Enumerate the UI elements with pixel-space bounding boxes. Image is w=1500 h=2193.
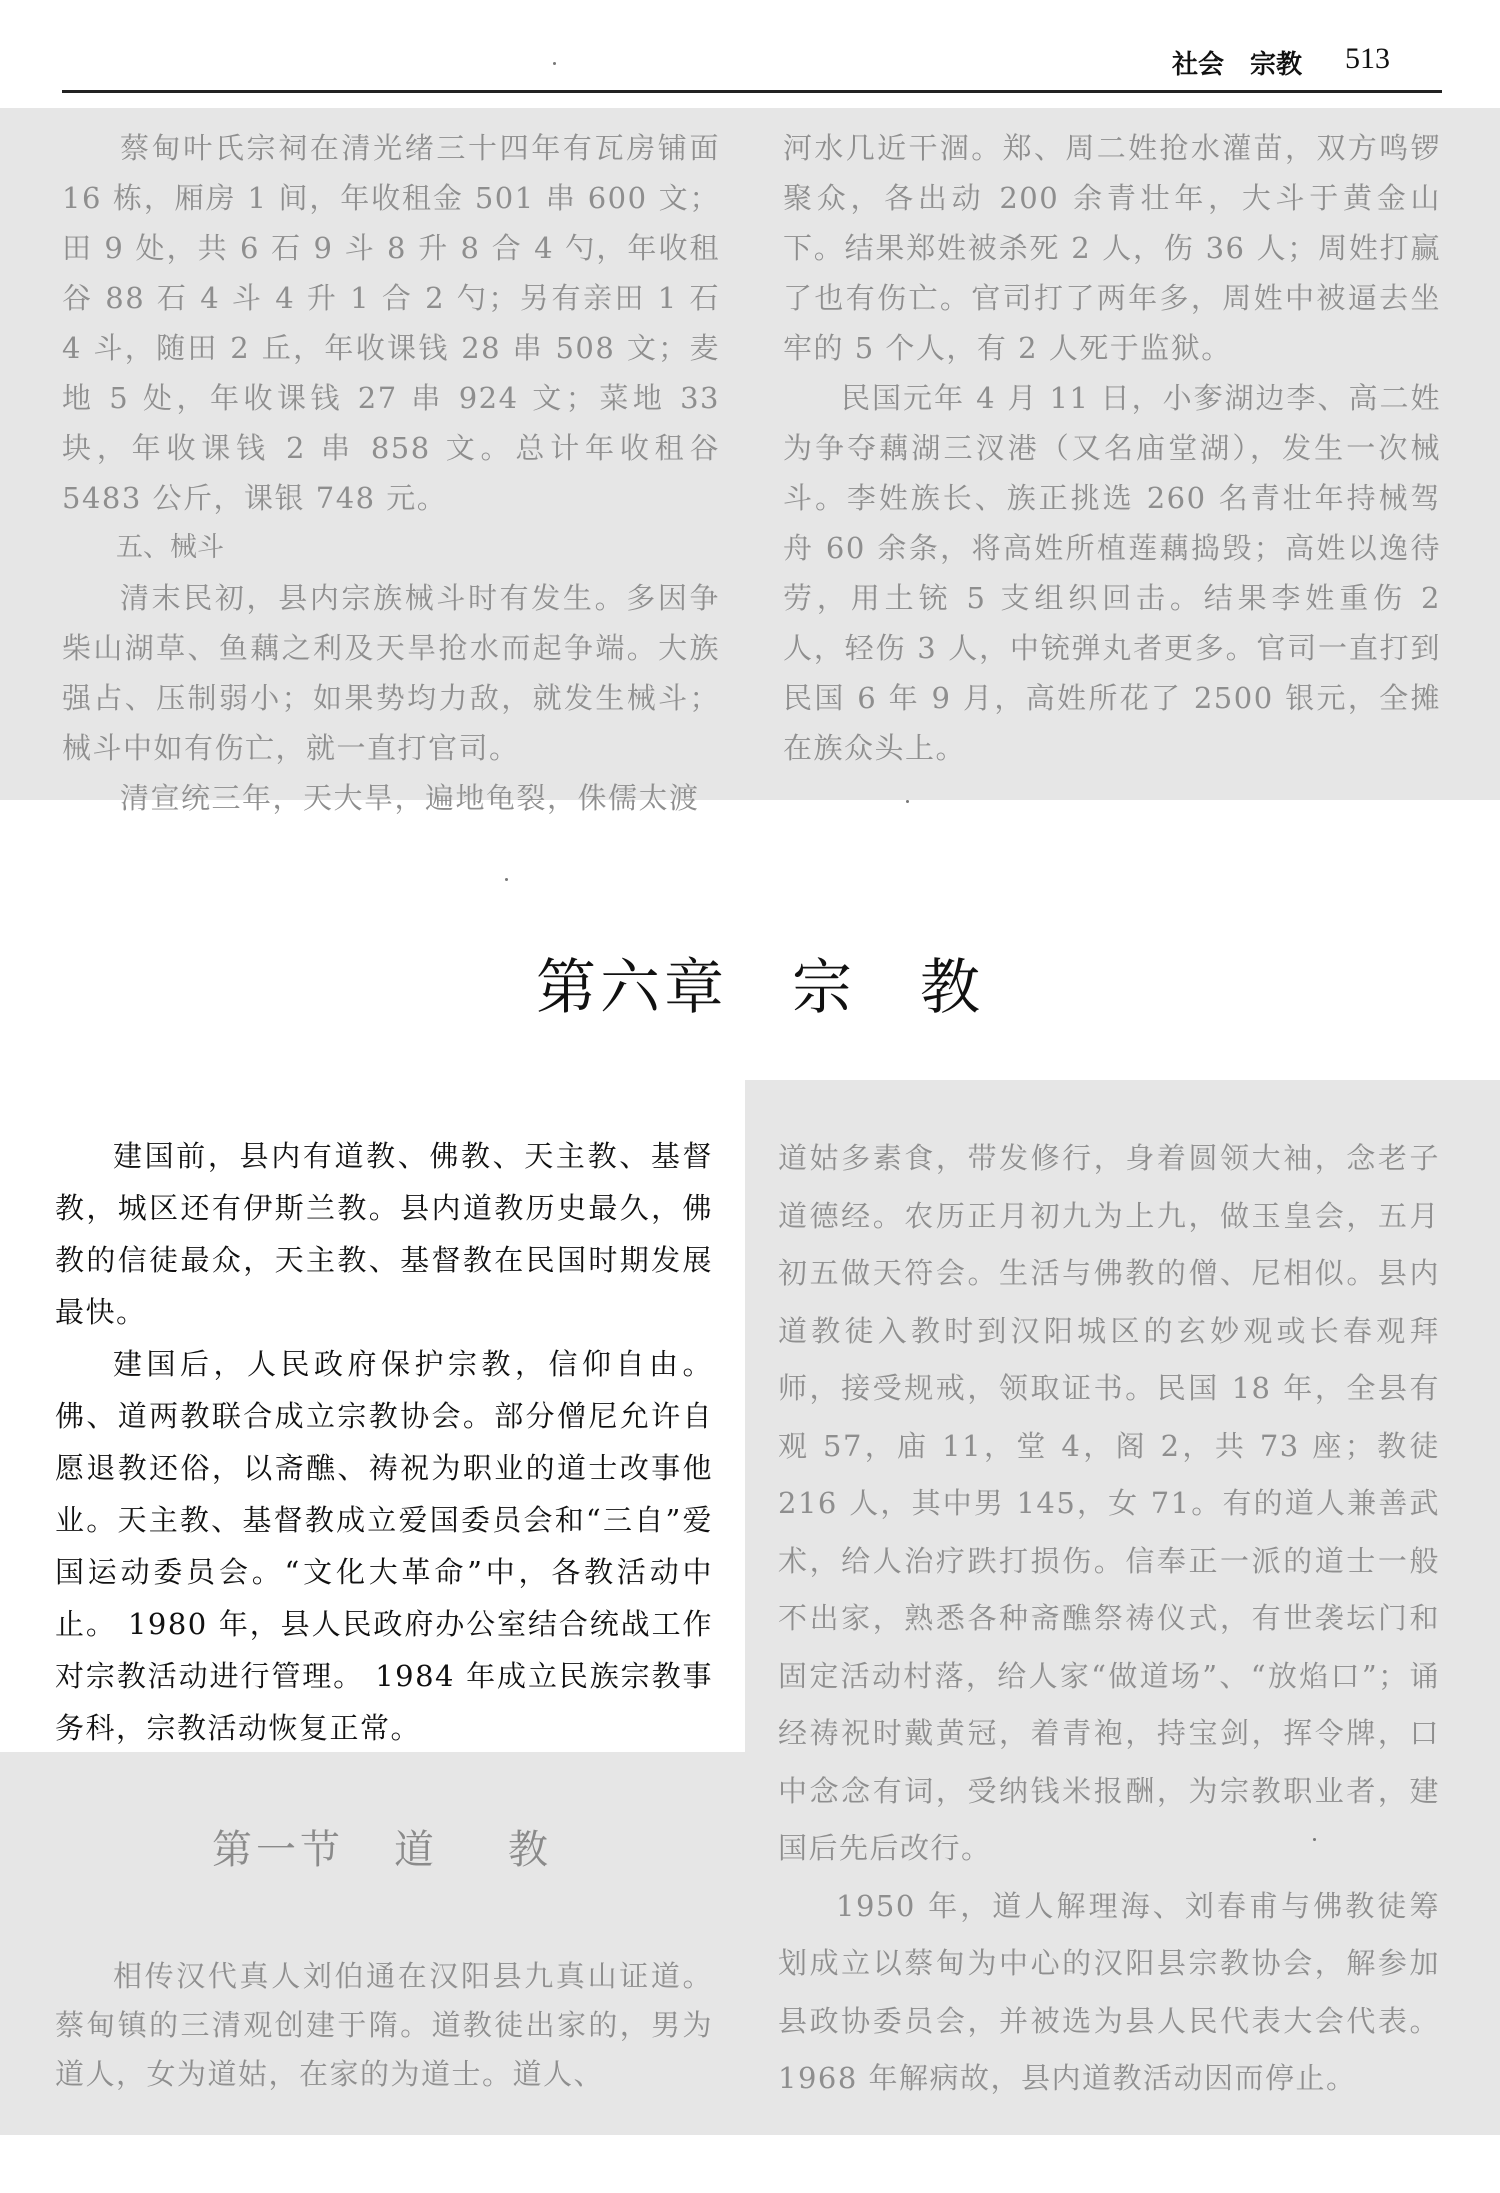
paragraph-intro-post1949: 建国后，人民政府保护宗教，信仰自由。佛、道两教联合成立宗教协会。部分僧尼允许自愿退教还俗，以斋醮、祷祝为职业的道士改事他业。天主教、基督教成立爱国委员会和“三自”爱国运动委员会。“文化大革命”中，各教活动中止。 1980 年，县人民政府办公室结合统战工作对宗教活动进行管理。 1984 年成立民族宗教事务科，宗教活动恢复正常。 bbox=[55, 1347, 713, 1745]
chapter-number: 第六章 bbox=[536, 953, 728, 1023]
paragraph-religious-association: 1950 年，道人解理海、刘春甫与佛教徒筹划成立以蔡甸为中心的汉阳县宗教协会，解参加县政协委员会，并被选为县人民代表大会代表。1968 年解病故，县内道教活动因而停止。 bbox=[778, 1888, 1440, 2095]
right-column-text bbox=[778, 1130, 1440, 2108]
top-right-column bbox=[783, 123, 1441, 773]
section-taoism-text bbox=[55, 1952, 713, 2099]
paragraph-feud-intro: 清末民初，县内宗族械斗时有发生。多因争柴山湖草、鱼藕之利及天旱抢水而起争端。大族强占、压制弱小；如果势均力敌，就发生械斗；械斗中如有伤亡，就一直打官司。 bbox=[62, 581, 720, 765]
subsection-heading-feud: 五、械斗 bbox=[116, 532, 224, 563]
chapter-title bbox=[536, 940, 984, 1026]
paragraph-taoist-practices: 道姑多素食，带发修行，身着圆领大袖，念老子道德经。农历正月初九为上九，做玉皇会，五月初五做天符会。生活与佛教的僧、尼相似。县内道教徒入教时到汉阳城区的玄妙观或长春观拜师，接受规戒，领取证书。民国 18 年，全县有观 57，庙 11，堂 4，阁 2，共 73 座；教徒 216 人，其中男 145，女 71。有的道人兼善武术，给人治疗跌打损伤。信奉正一派的道士一般不出家，熟悉各种斋醮祭祷仪式，有世袭坛门和固定活动村落，给人家“做道场”、“放焰口”；诵经祷祝时戴黄冠，着青袍，持宝剑，挥令牌，口中念念有词，受纳钱米报酬，为宗教职业者，建国后先后改行。 bbox=[778, 1141, 1440, 1865]
paragraph-li-gao-feud: 民国元年 4 月 11 日，小奓湖边李、高二姓为争夺藕湖三汊港（又名庙堂湖），发生一次械斗。李姓族长、族正挑选 260 名青壮年持械驾舟 60 余条，将高姓所植莲藕捣毁；高姓以逸待劳，用土铳 5 支组织回击。结果李姓重伤 2 人，轻伤 3 人，中铳弹丸者更多。官司一直打到民国 6 年 9 月，高姓所花了 2500 银元，全摊在族众头上。 bbox=[783, 381, 1441, 765]
paragraph-xuantong-drought: 清宣统三年，天大旱，遍地龟裂，侏儒太渡 bbox=[120, 781, 700, 815]
section-title bbox=[212, 1818, 552, 1875]
page-number: 513 bbox=[1345, 42, 1390, 75]
section-title-char-1: 道 bbox=[394, 1827, 438, 1873]
chapter-title-char-1: 宗 bbox=[792, 953, 856, 1023]
top-left-column bbox=[62, 123, 720, 823]
section-title-char-2: 教 bbox=[508, 1827, 552, 1873]
paragraph-taoism-origin: 相传汉代真人刘伯通在汉阳县九真山证道。蔡甸镇的三清观创建于隋。道教徒出家的，男为道人，女为道姑，在家的为道士。道人、 bbox=[55, 1959, 713, 2091]
chapter-title-char-2: 教 bbox=[920, 953, 984, 1023]
header-rule bbox=[62, 90, 1442, 93]
scan-speck bbox=[1313, 1838, 1316, 1841]
scan-speck bbox=[553, 62, 556, 65]
paragraph-intro-pre1949: 建国前，县内有道教、佛教、天主教、基督教，城区还有伊斯兰教。县内道教历史最久，佛教的信徒最众，天主教、基督教在民国时期发展最快。 bbox=[55, 1139, 713, 1329]
paragraph-zheng-zhou-feud: 河水几近干涸。郑、周二姓抢水灌苗，双方鸣锣聚众，各出动 200 余青壮年，大斗于黄金山下。结果郑姓被杀死 2 人，伤 36 人；周姓打赢了也有伤亡。官司打了两年多，周姓中被逼去坐牢的 5 个人，有 2 人死于监狱。 bbox=[783, 131, 1441, 365]
scan-speck bbox=[505, 878, 508, 881]
chapter-intro bbox=[55, 1130, 713, 1754]
paragraph-ancestral-hall: 蔡甸叶氏宗祠在清光绪三十四年有瓦房铺面 16 栋，厢房 1 间，年收租金 501 串 600 文；田 9 处，共 6 石 9 斗 8 升 8 合 4 勺，年收租谷 88 石 4 斗 4 升 1 合 2 勺；另有亲田 1 石 4 斗，随田 2 丘，年收课钱 28 串 508 文；麦地 5 处，年收课钱 27 串 924 文；菜地 33 块，年收课钱 2 串 858 文。总计年收租谷 5483 公斤，课银 748 元。 bbox=[62, 131, 720, 515]
scan-speck bbox=[906, 800, 909, 803]
running-header: 社会 宗教 bbox=[1172, 50, 1303, 80]
section-number: 第一节 bbox=[212, 1827, 344, 1873]
